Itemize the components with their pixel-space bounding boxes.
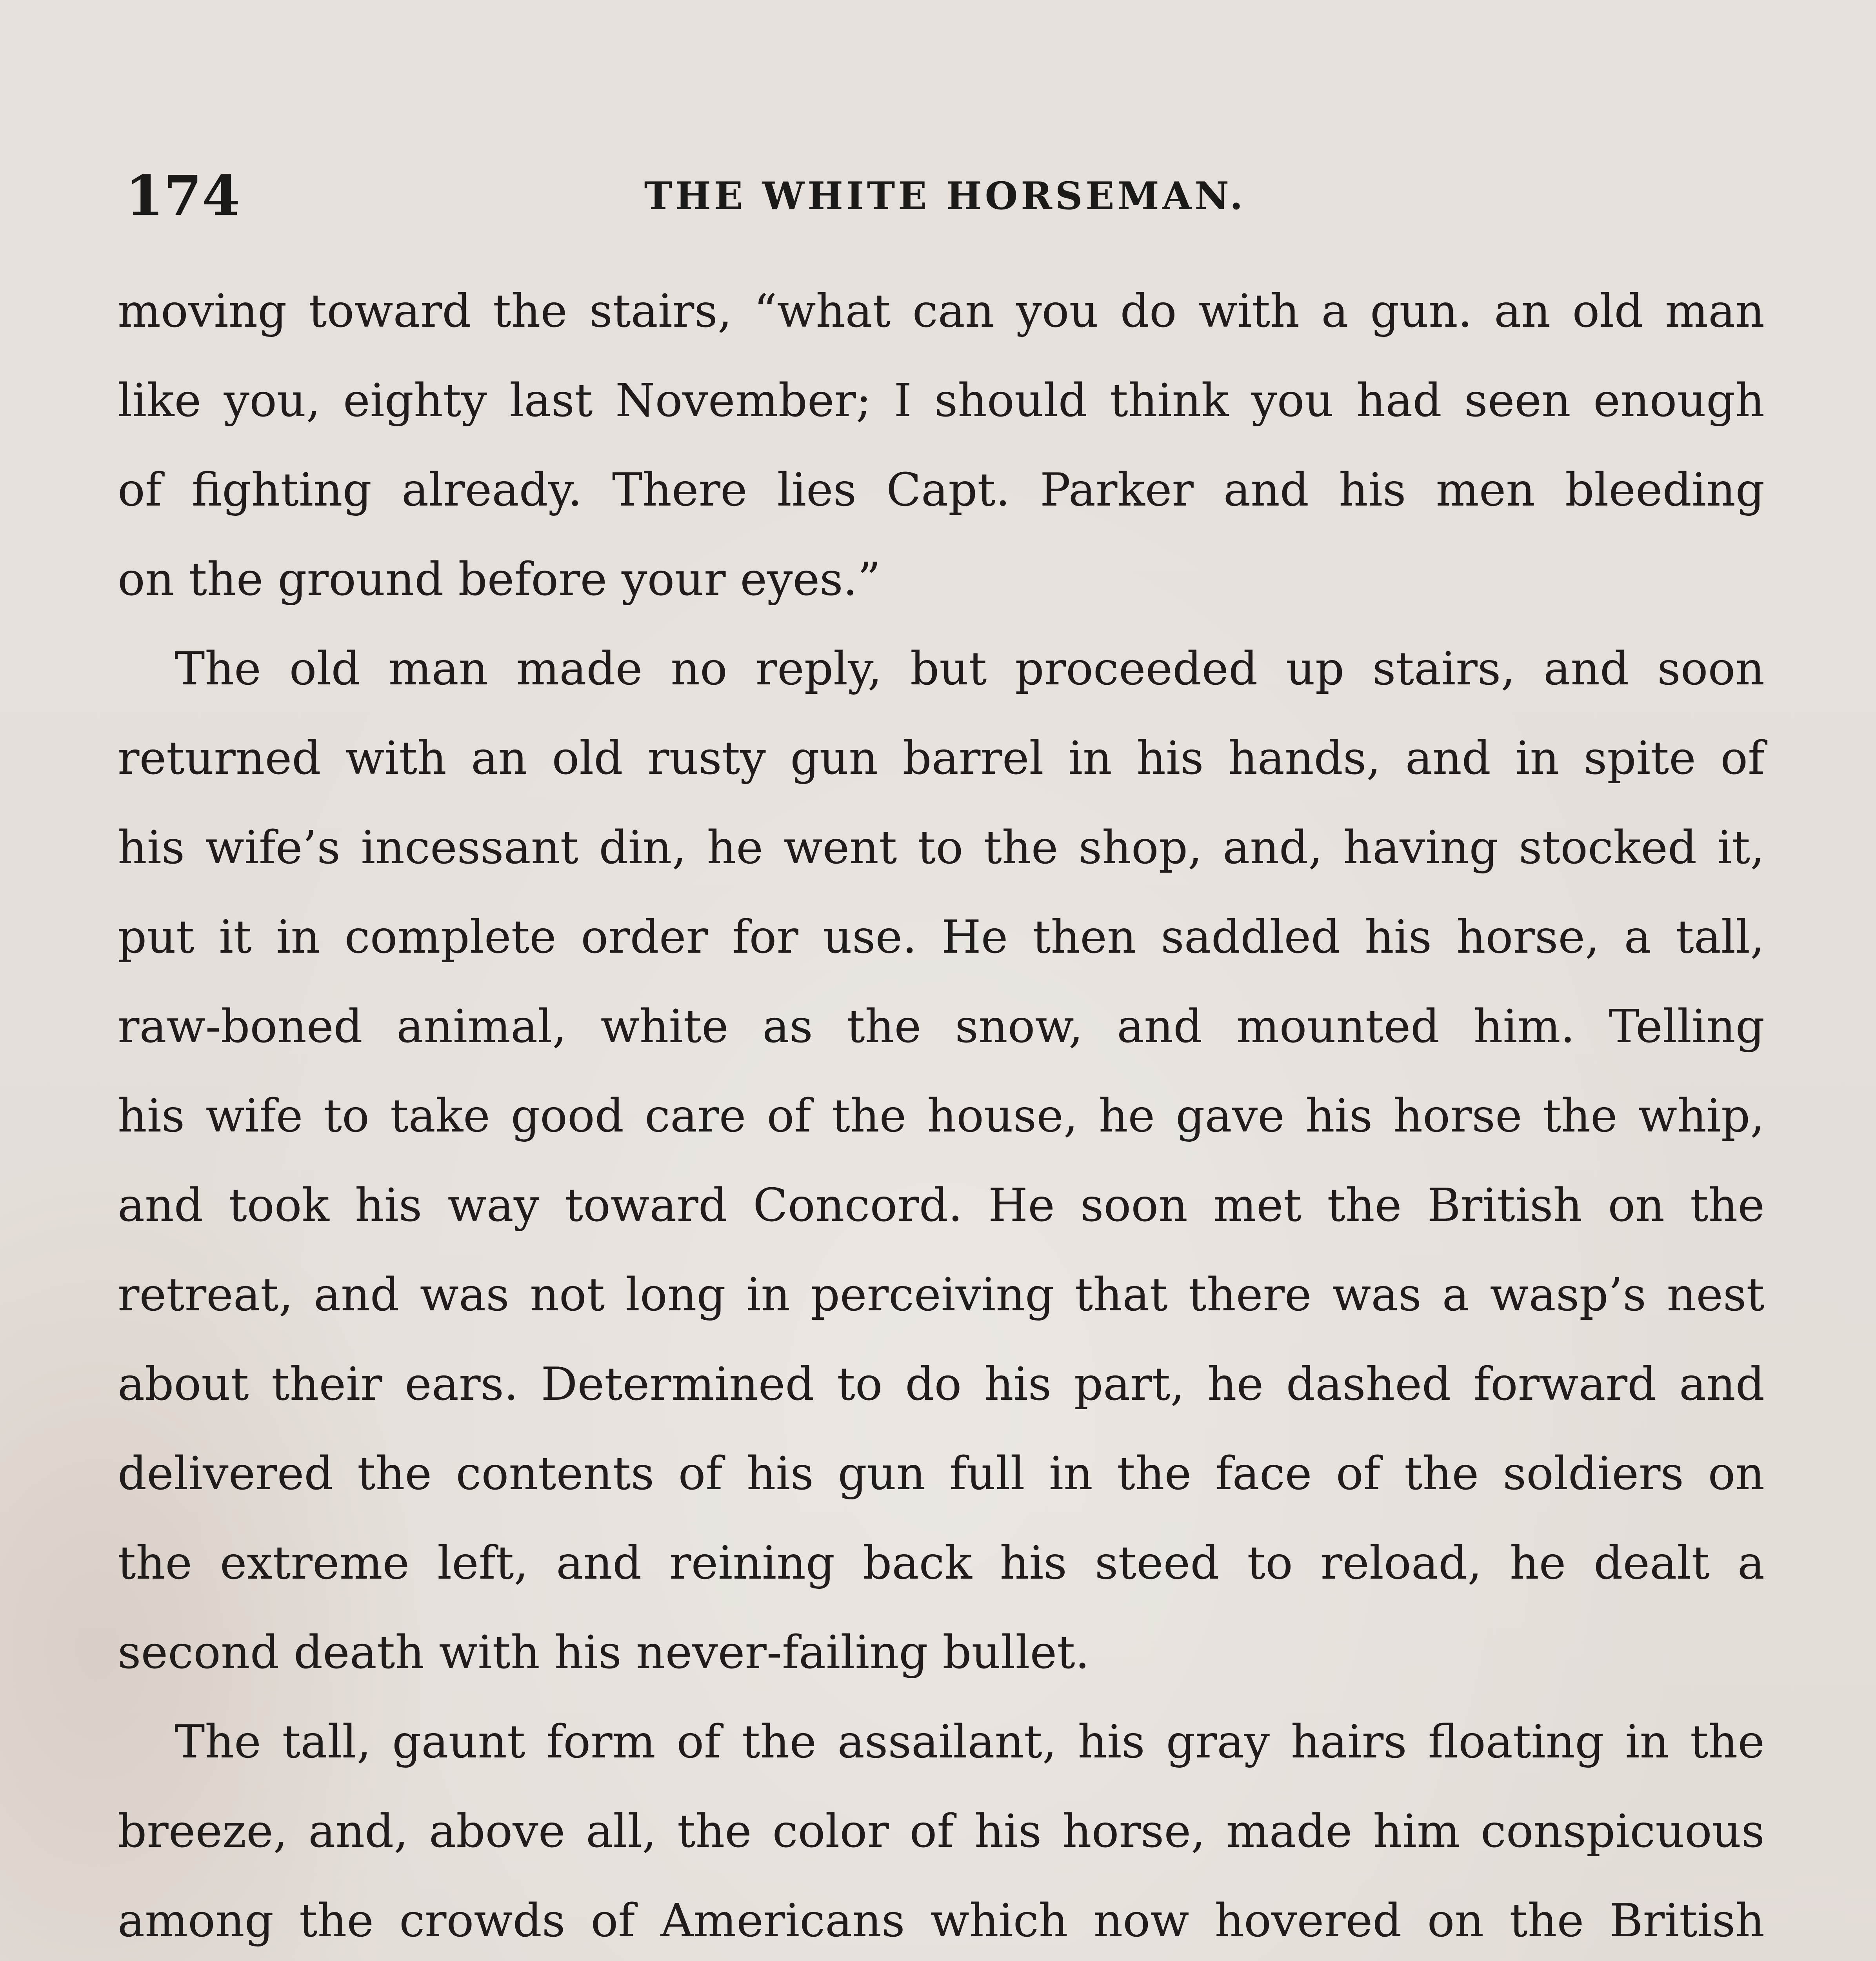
page-header xyxy=(125,157,1765,235)
text-line: put it in complete order for use. He then saddled his horse, a tall, xyxy=(118,911,1765,964)
text-line: about their ears. Determined to do his part, he dashed forward and xyxy=(118,1358,1765,1411)
text-line: The old man made no reply, but proceeded up stairs, and soon xyxy=(175,642,1765,695)
text-line: among the crowds of Americans which now hovered on the British xyxy=(118,1894,1765,1947)
text-line: returned with an old rusty gun barrel in his hands, and in spite of xyxy=(118,732,1765,785)
text-line: moving toward the stairs, “what can you do with a gun. an old man xyxy=(118,285,1765,338)
text-line: like you, eighty last November; I should think you had seen enough xyxy=(118,374,1765,427)
running-head: THE WHITE HORSEMAN. xyxy=(644,174,1246,218)
text-line: his wife’s incessant din, he went to the shop, and, having stocked it, xyxy=(118,821,1765,874)
text-line: on the ground before your eyes.” xyxy=(118,553,881,606)
text-line: retreat, and was not long in perceiving that there was a wasp’s nest xyxy=(118,1268,1765,1321)
text-line: and took his way toward Concord. He soon met the British on the xyxy=(118,1179,1765,1232)
paragraph xyxy=(118,624,1765,1697)
paragraph xyxy=(118,1697,1765,1961)
text-line: second death with his never-failing bullet. xyxy=(118,1626,1090,1679)
body-text xyxy=(118,267,1765,1961)
text-line: of fighting already. There lies Capt. Parker and his men bleeding xyxy=(118,464,1765,517)
text-line: the extreme left, and reining back his steed to reload, he dealt a xyxy=(118,1537,1765,1590)
page-number: 174 xyxy=(125,164,240,228)
text-line: his wife to take good care of the house, he gave his horse the whip, xyxy=(118,1090,1765,1142)
paragraph xyxy=(118,267,1765,624)
text-line: The tall, gaunt form of the assailant, his gray hairs floating in the xyxy=(175,1715,1765,1768)
text-line: raw-boned animal, white as the snow, and mounted him. Telling xyxy=(118,1000,1765,1053)
text-line: breeze, and, above all, the color of his horse, made him conspicuous xyxy=(118,1805,1765,1858)
text-line: delivered the contents of his gun full in the face of the soldiers on xyxy=(118,1447,1765,1500)
